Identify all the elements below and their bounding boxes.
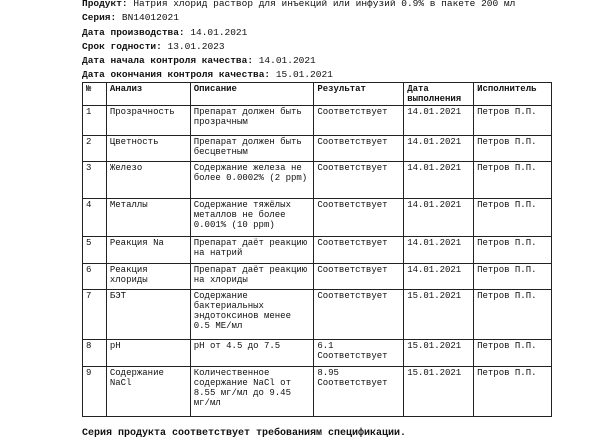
expiry-value: 13.01.2023 (167, 41, 225, 52)
qc-end-line (82, 69, 333, 80)
cell-number: 9 (83, 366, 107, 416)
cell-date: 14.01.2021 (404, 161, 474, 198)
qc-end-value: 15.01.2021 (275, 69, 333, 80)
cell-number: 1 (83, 105, 107, 135)
cell-result: Соответствует (314, 198, 404, 236)
cell-date: 15.01.2021 (404, 366, 474, 416)
cell-date: 14.01.2021 (404, 135, 474, 161)
cell-result: Соответствует (314, 236, 404, 263)
table-row (83, 339, 552, 366)
cell-result: Соответствует (314, 135, 404, 161)
cell-analysis: pH (106, 339, 190, 366)
cell-result: Соответствует (314, 105, 404, 135)
cell-number: 5 (83, 236, 107, 263)
cell-performer: Петров П.П. (474, 366, 552, 416)
cell-performer: Петров П.П. (474, 289, 552, 339)
cell-date: 14.01.2021 (404, 198, 474, 236)
conclusion-text: Серия продукта соответствует требованиям спецификации. (82, 428, 407, 439)
cell-analysis: Реакция хлориды (106, 263, 190, 289)
qc-start-value: 14.01.2021 (258, 55, 316, 66)
table-row (83, 198, 552, 236)
cell-date: 15.01.2021 (404, 339, 474, 366)
cell-analysis: Железо (106, 161, 190, 198)
cell-description: Препарат даёт реакцию на натрий (190, 236, 314, 263)
table-row (83, 161, 552, 198)
header-analysis: Анализ (106, 83, 190, 106)
qc-start-line (82, 55, 316, 66)
table-row (83, 105, 552, 135)
production-date-value: 14.01.2021 (190, 27, 248, 38)
cell-description: pH от 4.5 до 7.5 (190, 339, 314, 366)
cell-performer: Петров П.П. (474, 263, 552, 289)
header-performer: Исполнитель (474, 83, 552, 106)
product-value: Натрия хлорид раствор для инъекций или инфузий 0.9% в пакете 200 мл (133, 0, 516, 9)
header-date: Дата выполнения (404, 83, 474, 106)
cell-description: Содержание тяжёлых металлов не более 0.001% (10 ppm) (190, 198, 314, 236)
production-date-line (82, 27, 247, 38)
header-result: Результат (314, 83, 404, 106)
cell-number: 3 (83, 161, 107, 198)
cell-number: 8 (83, 339, 107, 366)
cell-performer: Петров П.П. (474, 161, 552, 198)
table-row (83, 263, 552, 289)
series-line (82, 12, 179, 23)
cell-analysis: Цветность (106, 135, 190, 161)
cell-description: Содержание бактериальных эндотоксинов менее 0.5 МЕ/мл (190, 289, 314, 339)
qc-results-table (82, 82, 552, 417)
cell-date: 14.01.2021 (404, 105, 474, 135)
production-date-label: Дата производства: (82, 27, 185, 38)
cell-result: 8.95 Соответствует (314, 366, 404, 416)
cell-description: Количественное содержание NaCl от 8.55 мг/мл до 9.45 мг/мл (190, 366, 314, 416)
table-header-row (83, 83, 552, 106)
header-description: Описание (190, 83, 314, 106)
expiry-line (82, 41, 225, 52)
table-row (83, 366, 552, 416)
cell-performer: Петров П.П. (474, 105, 552, 135)
cell-date: 15.01.2021 (404, 289, 474, 339)
series-value: BN14012021 (121, 12, 179, 23)
cell-date: 14.01.2021 (404, 263, 474, 289)
cell-performer: Петров П.П. (474, 135, 552, 161)
qc-start-label: Дата начала контроля качества: (82, 55, 254, 66)
cell-description: Препарат должен быть прозрачным (190, 105, 314, 135)
expiry-label: Срок годности: (82, 41, 162, 52)
cell-number: 2 (83, 135, 107, 161)
cell-result: Соответствует (314, 161, 404, 198)
cell-analysis: Прозрачность (106, 105, 190, 135)
cell-number: 6 (83, 263, 107, 289)
cell-analysis: БЭТ (106, 289, 190, 339)
cell-result: 6.1 Соответствует (314, 339, 404, 366)
cell-performer: Петров П.П. (474, 198, 552, 236)
header-number: № (83, 83, 107, 106)
cell-analysis: Металлы (106, 198, 190, 236)
table-row (83, 236, 552, 263)
product-label: Продукт: (82, 0, 128, 9)
table-row (83, 289, 552, 339)
table-row (83, 135, 552, 161)
cell-description: Препарат должен быть бесцветным (190, 135, 314, 161)
cell-number: 4 (83, 198, 107, 236)
cell-description: Препарат даёт реакцию на хлориды (190, 263, 314, 289)
cell-analysis: Реакция Na (106, 236, 190, 263)
cell-date: 14.01.2021 (404, 236, 474, 263)
cell-performer: Петров П.П. (474, 339, 552, 366)
product-line (82, 0, 515, 9)
cell-performer: Петров П.П. (474, 236, 552, 263)
cell-number: 7 (83, 289, 107, 339)
cell-analysis: Содержание NaCl (106, 366, 190, 416)
qc-end-label: Дата окончания контроля качества: (82, 69, 271, 80)
cell-description: Содержание железа не более 0.0002% (2 ppm) (190, 161, 314, 198)
cell-result: Соответствует (314, 289, 404, 339)
series-label: Серия: (82, 12, 117, 23)
cell-result: Соответствует (314, 263, 404, 289)
